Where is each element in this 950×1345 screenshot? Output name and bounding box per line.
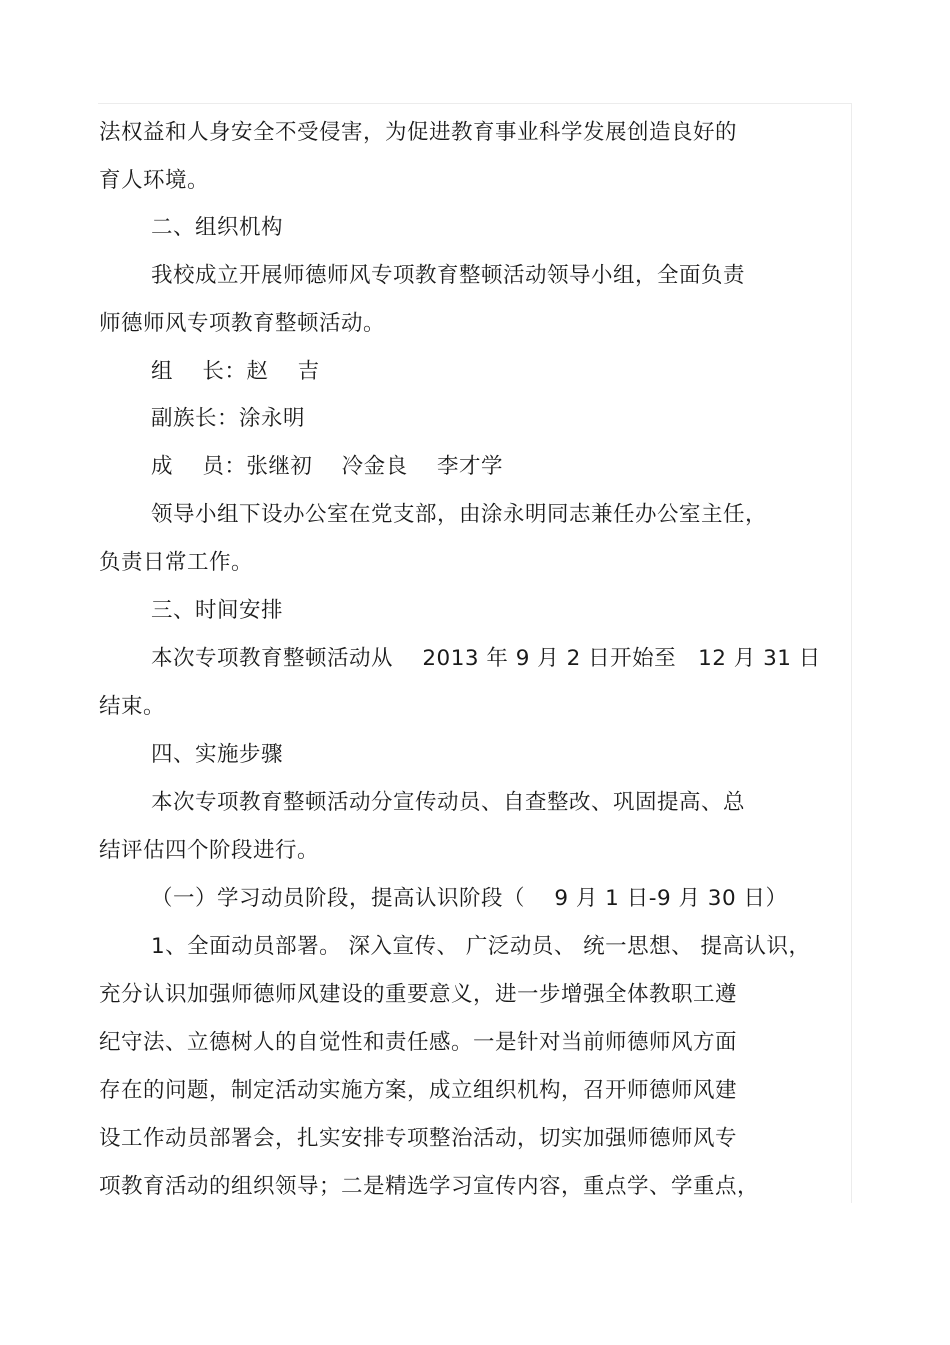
paragraph-line: 本次专项教育整顿活动从 2013 年 9 月 2 日开始至 12 月 31 日 [151,646,821,671]
paragraph-line: 师德师风专项教育整顿活动。 [99,311,386,336]
paragraph-line: 结束。 [99,694,166,719]
paragraph-line: 我校成立开展师德师风专项教育整顿活动领导小组，全面负责 [151,263,746,288]
paragraph-line: 结评估四个阶段进行。 [99,838,320,863]
paragraph-line: 法权益和人身安全不受侵害，为促进教育事业科学发展创造良好的 [99,120,738,145]
member-line: 成 员：张继初 冷金良 李才学 [151,454,504,479]
page-border-right [851,103,852,1203]
paragraph-line: 育人环境。 [99,168,210,193]
paragraph-line: 充分认识加强师德师风建设的重要意义，进一步增强全体教职工遵 [99,982,738,1007]
paragraph-line: 纪守法、立德树人的自觉性和责任感。一是针对当前师德师风方面 [99,1030,738,1055]
section-heading: 三、时间安排 [151,598,284,623]
member-line: 副族长：涂永明 [151,406,306,431]
section-heading: 二、组织机构 [151,215,284,240]
paragraph-line: 设工作动员部署会，扎实安排专项整治活动，切实加强师德师风专 [99,1126,738,1151]
paragraph-line: 负责日常工作。 [99,550,254,575]
paragraph-line: 项教育活动的组织领导；二是精选学习宣传内容，重点学、学重点， [99,1174,760,1199]
subsection-heading: （一）学习动员阶段，提高认识阶段（ 9 月 1 日-9 月 30 日） [151,886,788,911]
paragraph-line: 1、全面动员部署。 深入宣传、 广泛动员、 统一思想、 提高认识， [151,934,811,959]
page-border-top [98,103,852,104]
member-line: 组 长：赵 吉 [151,359,320,384]
paragraph-line: 领导小组下设办公室在党支部，由涂永明同志兼任办公室主任， [151,502,768,527]
paragraph-line: 存在的问题，制定活动实施方案，成立组织机构，召开师德师风建 [99,1078,738,1103]
section-heading: 四、实施步骤 [151,742,284,767]
paragraph-line: 本次专项教育整顿活动分宣传动员、自查整改、巩固提高、总 [151,790,746,815]
